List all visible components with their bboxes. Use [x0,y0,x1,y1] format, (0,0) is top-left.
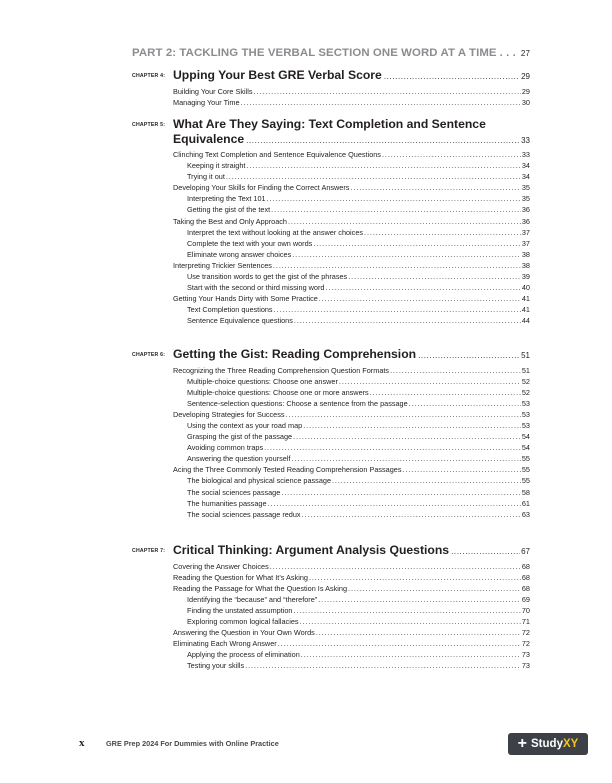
plus-icon: + [517,735,528,752]
entry-title: The humanities passage [187,498,267,508]
dot-leader [286,409,521,420]
dot-leader [273,260,521,271]
entry-title: Trying it out [187,172,225,182]
toc-entry[interactable] [173,409,530,420]
dot-leader [271,204,521,215]
chapter-title-text: What Are They Saying: Text Completion and Sentence [173,117,486,131]
entry-title: Answering the question yourself [187,454,291,464]
dot-leader [451,545,520,560]
toc-subentry[interactable] [173,420,530,431]
chapter-title[interactable] [173,117,530,148]
chapter-title-text: Getting the Gist: Reading Comprehension [173,347,417,361]
toc-subentry[interactable] [173,594,530,605]
toc-entry[interactable] [173,86,530,97]
entry-page: 44 [521,316,530,326]
entry-page: 35 [521,183,530,193]
toc-subentry[interactable] [173,487,530,498]
dot-leader [288,216,521,227]
entry-page: 55 [521,454,530,464]
page-number: x [79,737,85,749]
toc-subentry[interactable] [173,475,530,486]
toc-entry[interactable] [173,216,530,227]
chapter-title-text: Upping Your Best GRE Verbal Score [173,68,382,82]
dot-leader [246,160,520,171]
dot-leader [316,627,521,638]
entry-page: 68 [521,583,530,593]
entry-page: 53 [521,420,530,430]
dot-leader [384,70,520,85]
part-page: 27 [520,49,530,58]
entry-title: Eliminate wrong answer choices [187,249,292,259]
toc-subentry[interactable] [173,315,530,326]
entry-page: 36 [521,216,530,226]
entry-page: 51 [521,365,530,375]
toc-subentry[interactable] [173,442,530,453]
dot-leader [291,453,520,464]
dot-leader [418,349,520,364]
toc-subentry[interactable] [173,193,530,204]
entry-title: Use transition words to get the gist of the phrases [187,272,348,282]
entry-title: Taking the Best and Only Approach [173,216,287,226]
dot-leader [313,238,521,249]
entry-page: 37 [521,227,530,237]
entry-title: Multiple-choice questions: Choose one answer [187,376,338,386]
entry-page: 38 [521,260,530,270]
dot-leader [293,431,521,442]
chapter-page: 33 [521,135,530,145]
dot-leader [318,594,521,605]
dot-leader [281,487,521,498]
entry-page: 72 [521,628,530,638]
dot-leader [301,649,521,660]
dot-leader [254,86,521,97]
chapter-page: 29 [521,72,530,81]
entry-page: 55 [521,465,530,475]
dot-leader [264,442,521,453]
entry-page: 53 [521,398,530,408]
dot-leader [302,509,521,520]
entry-page: 33 [521,150,530,159]
entry-title: The social sciences passage [187,487,281,497]
toc-entry[interactable] [173,561,530,572]
studyxy-badge[interactable] [508,733,588,755]
dot-leader [294,315,521,326]
dot-leader [348,271,521,282]
dot-leader [278,638,521,649]
chapter-label: CHAPTER 6: [132,352,166,358]
entry-page: 35 [521,194,530,204]
entry-title: Recognizing the Three Reading Comprehension Question Formats [173,365,390,375]
entry-page: 68 [521,572,530,582]
chapter-entries [173,561,530,672]
chapter-title[interactable] [173,347,530,364]
entry-page: 52 [521,387,530,397]
entry-page: 70 [521,605,530,615]
dot-leader [390,365,521,376]
entry-title: Eliminating Each Wrong Answer [173,639,277,649]
entry-page: 40 [521,283,530,293]
entry-title: Getting the gist of the text [187,205,271,215]
dot-leader [267,193,521,204]
toc-entry[interactable] [173,149,530,160]
dot-leader [325,282,520,293]
entry-page: 63 [521,509,530,519]
entry-page: 36 [521,205,530,215]
badge-text: Study [531,738,563,750]
entry-title: Sentence Equivalence questions [187,316,293,326]
chapter-page: 51 [521,351,530,360]
entry-page: 69 [521,594,530,604]
dot-leader [350,182,520,193]
chapter-label: CHAPTER 4: [132,73,166,79]
dot-leader [370,387,521,398]
entry-title: Acing the Three Commonly Tested Reading Comprehension Passages [173,465,402,475]
entry-page: 58 [521,487,530,497]
entry-title: Clinching Text Completion and Sentence Equivalence Questions [173,150,381,159]
toc-subentry[interactable] [173,282,530,293]
entry-title: Multiple-choice questions: Choose one or more answers [187,387,369,397]
toc-subentry[interactable] [173,431,530,442]
entry-title: Testing your skills [187,661,245,671]
toc-subentry[interactable] [173,498,530,509]
entry-title: Grasping the gist of the passage [187,432,293,442]
entry-page: 54 [521,432,530,442]
toc-subentry[interactable] [173,160,530,171]
toc-subentry[interactable] [173,238,530,249]
entry-page: 30 [521,97,530,107]
entry-page: 54 [521,443,530,453]
toc-subentry[interactable] [173,453,530,464]
chapter-entries [173,365,530,520]
dot-leader [319,293,521,304]
dot-leader [246,134,520,149]
entry-title: Developing Strategies for Success [173,409,285,419]
badge-accent: XY [562,738,579,750]
toc-subentry[interactable] [173,304,530,315]
toc-entry[interactable] [173,293,530,304]
part-heading [132,47,530,59]
entry-title: Interpreting the Text 101 [187,194,266,204]
entry-title: Sentence-selection questions: Choose a sentence from the passage [187,398,408,408]
toc-entry[interactable] [173,572,530,583]
toc-entry[interactable] [173,583,530,594]
toc-subentry[interactable] [173,398,530,409]
chapter-page: 67 [521,547,530,556]
entry-title: Reading the Passage for What the Question Is Asking [173,583,348,593]
entry-page: 53 [521,409,530,419]
dot-leader [500,47,518,59]
entry-title: Managing Your Time [173,97,240,107]
chapter-title[interactable] [173,68,530,85]
dot-leader [364,227,521,238]
dot-leader [409,398,521,409]
dot-leader [303,420,521,431]
dot-leader [226,171,521,182]
toc-subentry[interactable] [173,171,530,182]
entry-title: Interpreting Trickier Sentences [173,260,272,270]
entry-title: Developing Your Skills for Finding the Correct Answers [173,183,350,193]
entry-title: Covering the Answer Choices [173,561,269,571]
dot-leader [309,572,521,583]
entry-title: Identifying the “because” and “therefore” [187,594,318,604]
toc-subentry[interactable] [173,649,530,660]
entry-page: 52 [521,376,530,386]
entry-page: 41 [521,294,530,304]
entry-page: 37 [521,238,530,248]
entry-title: Finding the unstated assumption [187,605,293,615]
entry-page: 55 [521,476,530,486]
chapter-title[interactable] [173,543,530,560]
dot-leader [241,97,521,108]
entry-page: 38 [521,249,530,259]
dot-leader [332,475,521,486]
dot-leader [270,561,521,572]
toc-subentry[interactable] [173,387,530,398]
toc-entry[interactable] [173,627,530,638]
entry-page: 61 [521,498,530,508]
chapter-title-text: Critical Thinking: Argument Analysis Questions [173,543,450,557]
dot-leader [339,376,521,387]
toc-subentry[interactable] [173,660,530,671]
toc-subentry[interactable] [173,376,530,387]
entry-title: Complete the text with your own words [187,238,313,248]
dot-leader [348,583,521,594]
dot-leader [403,464,521,475]
entry-page: 68 [521,561,530,571]
entry-page: 41 [521,305,530,315]
dot-leader [293,605,520,616]
entry-title: Using the context as your road map [187,420,303,430]
toc-subentry[interactable] [173,249,530,260]
toc-entry[interactable] [173,97,530,108]
toc-subentry[interactable] [173,605,530,616]
entry-page: 29 [521,86,530,96]
entry-title: Reading the Question for What It’s Asking [173,572,308,582]
entry-title: Start with the second or third missing word [187,283,325,293]
entry-title: Keeping it straight [187,161,246,171]
entry-title: The social sciences passage redux [187,509,301,519]
chapter-entries [173,86,530,108]
chapter-entries [173,149,530,327]
entry-page: 39 [521,272,530,282]
entry-title: Applying the process of elimination [187,650,300,660]
toc-subentry[interactable] [173,509,530,520]
entry-title: Building Your Core Skills [173,86,253,96]
entry-page: 73 [521,650,530,660]
dot-leader [268,498,521,509]
chapter-label: CHAPTER 5: [132,122,166,128]
entry-title: Avoiding common traps [187,443,264,453]
dot-leader [382,149,521,160]
toc-subentry[interactable] [173,204,530,215]
toc-entry[interactable] [173,182,530,193]
entry-page: 34 [521,161,530,171]
entry-title: Text Completion questions [187,305,273,315]
dot-leader [274,304,521,315]
page-footer [0,733,612,763]
toc-subentry[interactable] [173,616,530,627]
toc-entry[interactable] [173,638,530,649]
chapter-label: CHAPTER 7: [132,548,166,554]
toc-entry[interactable] [173,464,530,475]
dot-leader [300,616,521,627]
entry-page: 73 [521,661,530,671]
entry-page: 71 [521,616,530,626]
part-title: PART 2: TACKLING THE VERBAL SECTION ONE WORD AT A TIME [132,47,497,59]
entry-page: 72 [521,639,530,649]
book-title: GRE Prep 2024 For Dummies with Online Practice [106,739,279,748]
entry-title: Answering the Question in Your Own Words [173,628,315,638]
entry-title: Exploring common logical fallacies [187,616,299,626]
dot-leader [245,660,521,671]
toc-subentry[interactable] [173,271,530,282]
entry-title: Getting Your Hands Dirty with Some Practice [173,294,318,304]
chapter-title-text: Equivalence [173,131,245,146]
toc-subentry[interactable] [173,227,530,238]
entry-title: Interpret the text without looking at the answer choices [187,227,364,237]
entry-page: 34 [521,172,530,182]
dot-leader [292,249,521,260]
entry-title: The biological and physical science passage [187,476,331,486]
toc-entry[interactable] [173,260,530,271]
toc-entry[interactable] [173,365,530,376]
